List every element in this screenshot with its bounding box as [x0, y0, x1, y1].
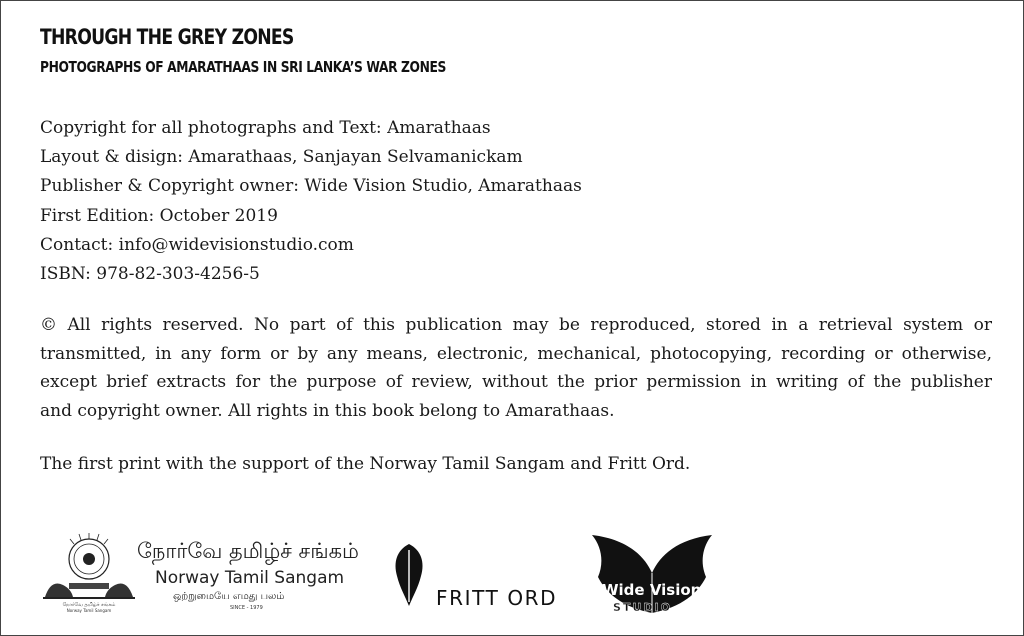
credit-line: First Edition: October 2019	[40, 205, 278, 226]
support-note: The first print with the support of the Norway Tamil Sangam and Fritt Ord.	[40, 454, 691, 474]
rights-line: © All rights reserved. No part of this publication may be reproduced, stored in a retrieval system or	[40, 315, 992, 335]
credit-line: Publisher & Copyright owner: Wide Vision Studio, Amarathaas	[40, 176, 582, 197]
rights-line: and copyright owner. All rights in this book belong to Amarathaas.	[40, 401, 615, 422]
book-title: THROUGH THE GREY ZONES	[40, 25, 294, 49]
sangam-since: SINCE - 1979	[230, 605, 263, 611]
wide-vision-studio-label: STUDIO	[613, 601, 672, 614]
sangam-english-name: Norway Tamil Sangam	[155, 568, 345, 588]
wide-vision-name: Wide Vision	[602, 581, 702, 599]
credit-line: Copyright for all photographs and Text: Amarathaas	[40, 118, 491, 138]
sangam-emblem-icon	[39, 531, 139, 613]
svg-text:நோர்வே தமிழ்ச் சங்கம்: நோர்வே தமிழ்ச் சங்கம்	[62, 602, 116, 608]
rights-notice	[40, 311, 992, 426]
credits-block	[40, 114, 582, 289]
credit-line: Layout & disign: Amarathaas, Sanjayan Selvamanickam	[40, 147, 523, 168]
book-subtitle: PHOTOGRAPHS OF AMARATHAAS IN SRI LANKA’S WAR ZONES	[40, 58, 446, 76]
sangam-motto: ஒற்றுமையே எமது பலம்	[173, 591, 285, 602]
credit-line: ISBN: 978-82-303-4256-5	[40, 263, 260, 284]
fritt-ord-name: FRITT ORD	[436, 586, 558, 610]
rights-line: except brief extracts for the purpose of review, without the prior permission in writing of the publisher	[40, 372, 992, 393]
sangam-tamil-name: நோர்வே தமிழ்ச் சங்கம்	[137, 539, 359, 563]
credit-line: Contact: info@widevisionstudio.com	[40, 234, 354, 255]
fritt-ord-mark-icon	[391, 544, 427, 606]
rights-line: transmitted, in any form or by any means, electronic, mechanical, photocopying, recording or otherwise,	[40, 343, 992, 364]
svg-text:Norway Tamil Sangam: Norway Tamil Sangam	[66, 608, 112, 613]
